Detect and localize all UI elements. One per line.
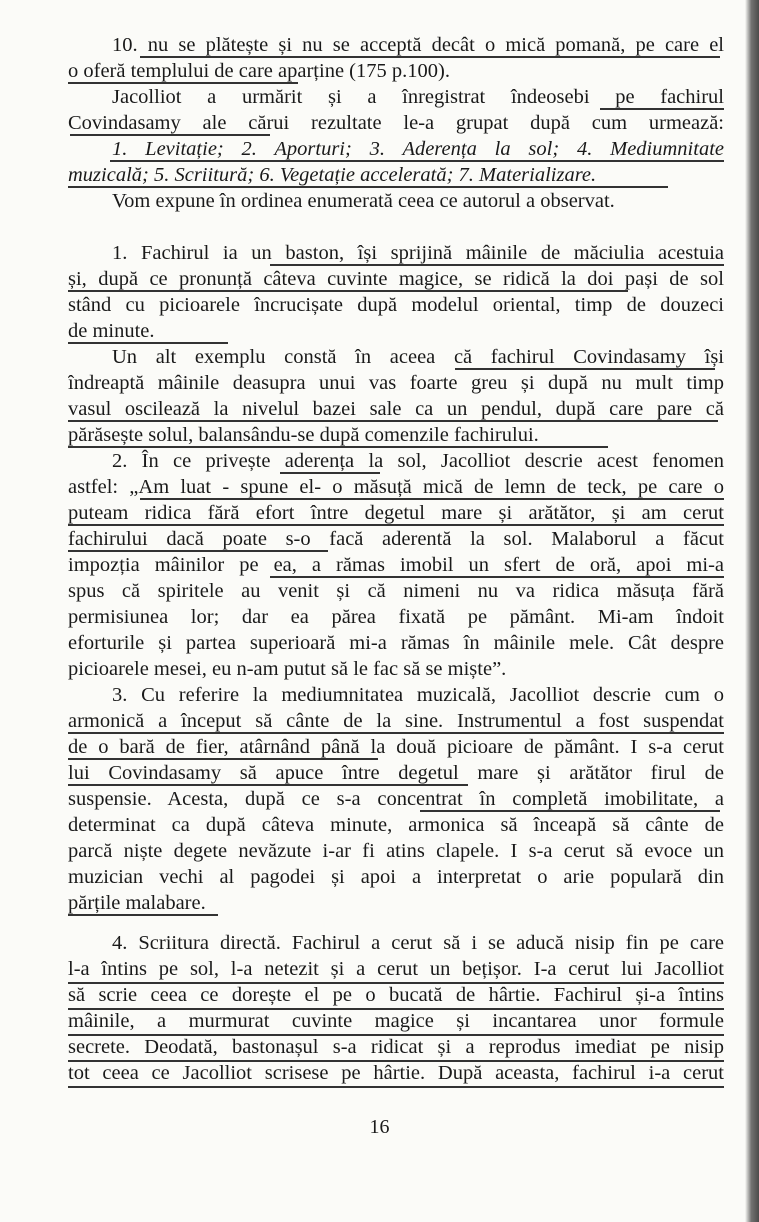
underline-stroke xyxy=(68,550,328,552)
text-line: părăsește solul, balansându-se după comenzile fachirului. xyxy=(68,424,539,446)
underline-stroke xyxy=(600,108,724,110)
underline-stroke xyxy=(68,342,228,344)
underline-stroke xyxy=(68,524,724,526)
underline-stroke xyxy=(455,368,715,370)
text-line: parcă niște degete nevăzute i-ar fi atins clapele. I s-a cerut să evoce un xyxy=(68,840,724,862)
underline-stroke xyxy=(68,290,628,292)
text-line: mâinile, a murmurat cuvinte magice și incantarea unor formule xyxy=(68,1010,724,1032)
text-line: 3. Cu referire la mediumnitatea muzicală, Jacolliot descrie cum o xyxy=(112,684,724,706)
text-line: de minute. xyxy=(68,320,155,342)
text-line: muzicală; 5. Scriitură; 6. Vegetație accelerată; 7. Materializare. xyxy=(68,164,597,186)
text-line: eforturile și partea superioară mi-a rămas în mâinile mele. Cât despre xyxy=(68,632,724,654)
underline-stroke xyxy=(420,810,720,812)
text-line: o oferă templului de care aparține (175 p.100). xyxy=(68,60,450,82)
underline-stroke xyxy=(270,576,724,578)
text-line: 1. Fachirul ia un baston, își sprijină mâinile de măciulia acestuia xyxy=(112,242,724,264)
underline-stroke xyxy=(70,134,270,136)
text-line: vasul oscilează la nivelul bazei sale ca un pendul, după care pare că xyxy=(68,398,724,420)
text-line: Vom expune în ordinea enumerată ceea ce autorul a observat. xyxy=(112,190,615,212)
text-line: astfel: „Am luat - spune el- o măsuță mică de lemn de teck, pe care o xyxy=(68,476,724,498)
text-line: secrete. Deodată, bastonașul s-a ridicat și a reprodus imediat pe nisip xyxy=(68,1036,724,1058)
page-number: 16 xyxy=(369,1116,390,1138)
underline-stroke xyxy=(140,56,720,58)
text-line: părțile malabare. xyxy=(68,892,206,914)
underline-stroke xyxy=(280,472,380,474)
text-line: 10. nu se plătește și nu se acceptă decât o mică pomană, pe care el xyxy=(112,34,724,56)
underline-stroke xyxy=(68,82,298,84)
text-line: lui Covindasamy să apuce între degetul mare și arătător firul de xyxy=(68,762,724,784)
underline-stroke xyxy=(68,420,718,422)
text-line: tot ceea ce Jacolliot scrisese pe hârtie. După aceasta, fachirul i-a cerut xyxy=(68,1062,724,1084)
underline-stroke xyxy=(68,732,724,734)
text-line: 4. Scriitura directă. Fachirul a cerut să i se aducă nisip fin pe care xyxy=(112,932,724,954)
underline-stroke xyxy=(140,498,724,500)
text-line: 1. Levitație; 2. Aporturi; 3. Aderența la sol; 4. Mediumnitate xyxy=(112,138,724,160)
text-line: Un alt exemplu constă în aceea că fachirul Covindasamy își xyxy=(112,346,724,368)
underline-stroke xyxy=(68,446,608,448)
underline-stroke xyxy=(68,1060,724,1062)
text-line: suspensie. Acesta, după ce s-a concentrat în completă imobilitate, a xyxy=(68,788,724,810)
text-line: puteam ridica fără efort între degetul mare și arătător, și am cerut xyxy=(68,502,724,524)
underline-stroke xyxy=(68,1008,724,1010)
text-line: fachirului dacă poate s-o facă aderentă la sol. Malaborul a făcut xyxy=(68,528,724,550)
text-line: permisiunea lor; dar ea părea fixată pe pământ. Mi-am îndoit xyxy=(68,606,724,628)
underline-stroke xyxy=(68,784,468,786)
underline-stroke xyxy=(110,160,724,162)
text-line: să scrie ceea ce dorește el pe o bucată de hârtie. Fachirul și-a întins xyxy=(68,984,724,1006)
text-line: armonică a început să cânte de la sine. Instrumentul a fost suspendat xyxy=(68,710,724,732)
text-line: și, după ce pronunță câteva cuvinte magice, se ridică la doi pași de sol xyxy=(68,268,724,290)
text-line: de o bară de fier, atârnând până la două picioare de pământ. I s-a cerut xyxy=(68,736,724,758)
text-line: l-a întins pe sol, l-a netezit și a cerut un bețișor. I-a cerut lui Jacolliot xyxy=(68,958,724,980)
underline-stroke xyxy=(68,982,724,984)
text-line: Jacolliot a urmărit și a înregistrat îndeosebi pe fachirul xyxy=(112,86,724,108)
underline-stroke xyxy=(68,1086,724,1088)
text-line: stând cu picioarele încrucișate după modelul oriental, timp de douzeci xyxy=(68,294,724,316)
underline-stroke xyxy=(68,758,378,760)
underline-stroke xyxy=(68,186,668,188)
text-line: determinat ca după câteva minute, armonica să înceapă să cânte de xyxy=(68,814,724,836)
underline-stroke xyxy=(68,914,218,916)
underline-stroke xyxy=(270,264,724,266)
text-line: 2. În ce privește aderența la sol, Jacolliot descrie acest fenomen xyxy=(112,450,724,472)
underline-stroke xyxy=(68,1034,724,1036)
text-line: îndreaptă mâinile deasupra unui vas foarte greu și după nu mult timp xyxy=(68,372,724,394)
scan-edge-shadow xyxy=(745,0,759,1222)
text-line: impozția mâinilor pe ea, a rămas imobil un sfert de oră, apoi mi-a xyxy=(68,554,724,576)
text-line: Covindasamy ale cărui rezultate le-a grupat după cum urmează: xyxy=(68,112,724,134)
text-line: picioarele mesei, eu n-am putut să le fac să se miște”. xyxy=(68,658,507,680)
text-line: muzician vechi al pagodei și apoi a interpretat o arie populară din xyxy=(68,866,724,888)
text-line: spus că spiritele au venit și că nimeni nu va ridica măsuța fără xyxy=(68,580,724,602)
